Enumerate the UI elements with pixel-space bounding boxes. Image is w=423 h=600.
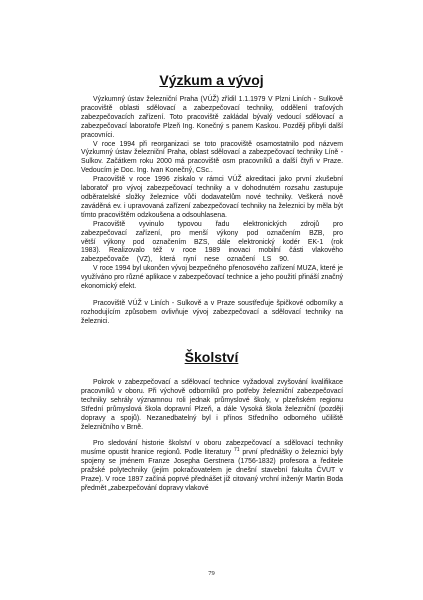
paragraph: Výzkumný ústav železniční Praha (VÚŽ) zřídil 1.1.1979 V Plzni Liních - Sulkově pracoviště oblasti sdělovací a zabezpečovací techniky, oddělení traťových zabezpečovacích zařízení. Toto pracoviště zakládal bývalý vedoucí sdělovací a zabezpečovací laboratoře Plzeň Ing. Konečný s panem Kaskou. Později přibyli další pracovníci. [81,96,343,139]
section-heading-education: Školství [184,349,239,365]
paragraph [81,440,343,493]
page-number: 79 [208,570,215,577]
education-section-body [81,379,343,494]
paragraph: Pokrok v zabezpečovací a sdělovací technice vyžadoval zvyšování kvalifikace pracovníků v oboru. Při výchově odborníků pro potřeby železniční zabezpečovací techniky sehrály významnou roli jednak průmyslové školy, v plzeňském regionu Střední průmyslová škola dopravní Plzeň, a dále Vysoká škola železniční (později dopravy a spojů). Nezanedbatelný byl i přínos Středního odborného učiliště železničního v Brně. [81,379,343,431]
research-section-body [81,96,343,327]
section-heading-research: Výzkum a vývoj [159,72,264,88]
paragraph: V roce 1994 při reorganizaci se toto pracoviště osamostatnilo pod názvem Výzkumný ústav železniční Praha, oblast sdělovací a zabezpečovací techniky Líně - Sulkov. Začátkem roku 2000 má pracoviště osm pracovníků a další čtyři v Praze. Vedoucím je Doc. Ing. Ivan Konečný, CSc.. [81,140,343,175]
paragraph: V roce 1994 byl ukončen vývoj bezpečného přenosového zařízení MUZA, které je využíváno pro různé aplikace v zabezpečovací technice a jeho použití přináší značný ekonomický efekt. [81,265,343,291]
paragraph: Pracoviště v roce 1996 získalo v rámci VÚŽ akreditaci jako první zkušební laboratoř pro vývoj zabezpečovací techniky a v dohodnutém rozsahu zastupuje odběratelské složky železnice vůči dodavatelům nové techniky. Veškerá nově zaváděná ev. i upravovaná zařízení zabezpečovací techniky na železnici by měla být tímto pracovištěm odzkoušena a odsouhlasena. [81,176,343,219]
paragraph: Pracoviště VÚŽ v Liních - Sulkově a v Praze soustřeďuje špičkové odborníky a rozhodujícím způsobem ovlivňuje vývoj zabezpečovací a sdělovací techniky na železnici. [81,299,343,325]
paragraph-text: první přednášky o železnici byly spojeny se jménem Franze Josepha Gerstnera (1756-1832) profesora a ředitele pražské polytechniky (jejím pokračovatelem je dnešní stavební fakulta ČVUT v Praze). V roce 1897 začíná poprvé přednášet již citovaný vrchní inženýr Martin Boda předmět „zabezpečování dopravy vlakové [81,449,344,492]
paragraph-text: Pro sledování historie školství v oboru zabezpečovací a sdělovací techniky musíme opustit hranice regionů. Podle literatury [81,440,343,457]
footnote-reference: 71 [233,447,240,454]
paragraph: Pracoviště vyvinulo typovou řadu elektronických zdrojů pro zabezpečovací zařízení, pro menší výkony pod označením BZB, pro větší výkony pod označením BZS, dále elektronický kodér EK-1 (rok 1983). Realizovalo též v roce 1989 inovaci mobilní části vlakového zabezpečovače (VZ), která nyní nese označení LS 90. [81,220,343,264]
